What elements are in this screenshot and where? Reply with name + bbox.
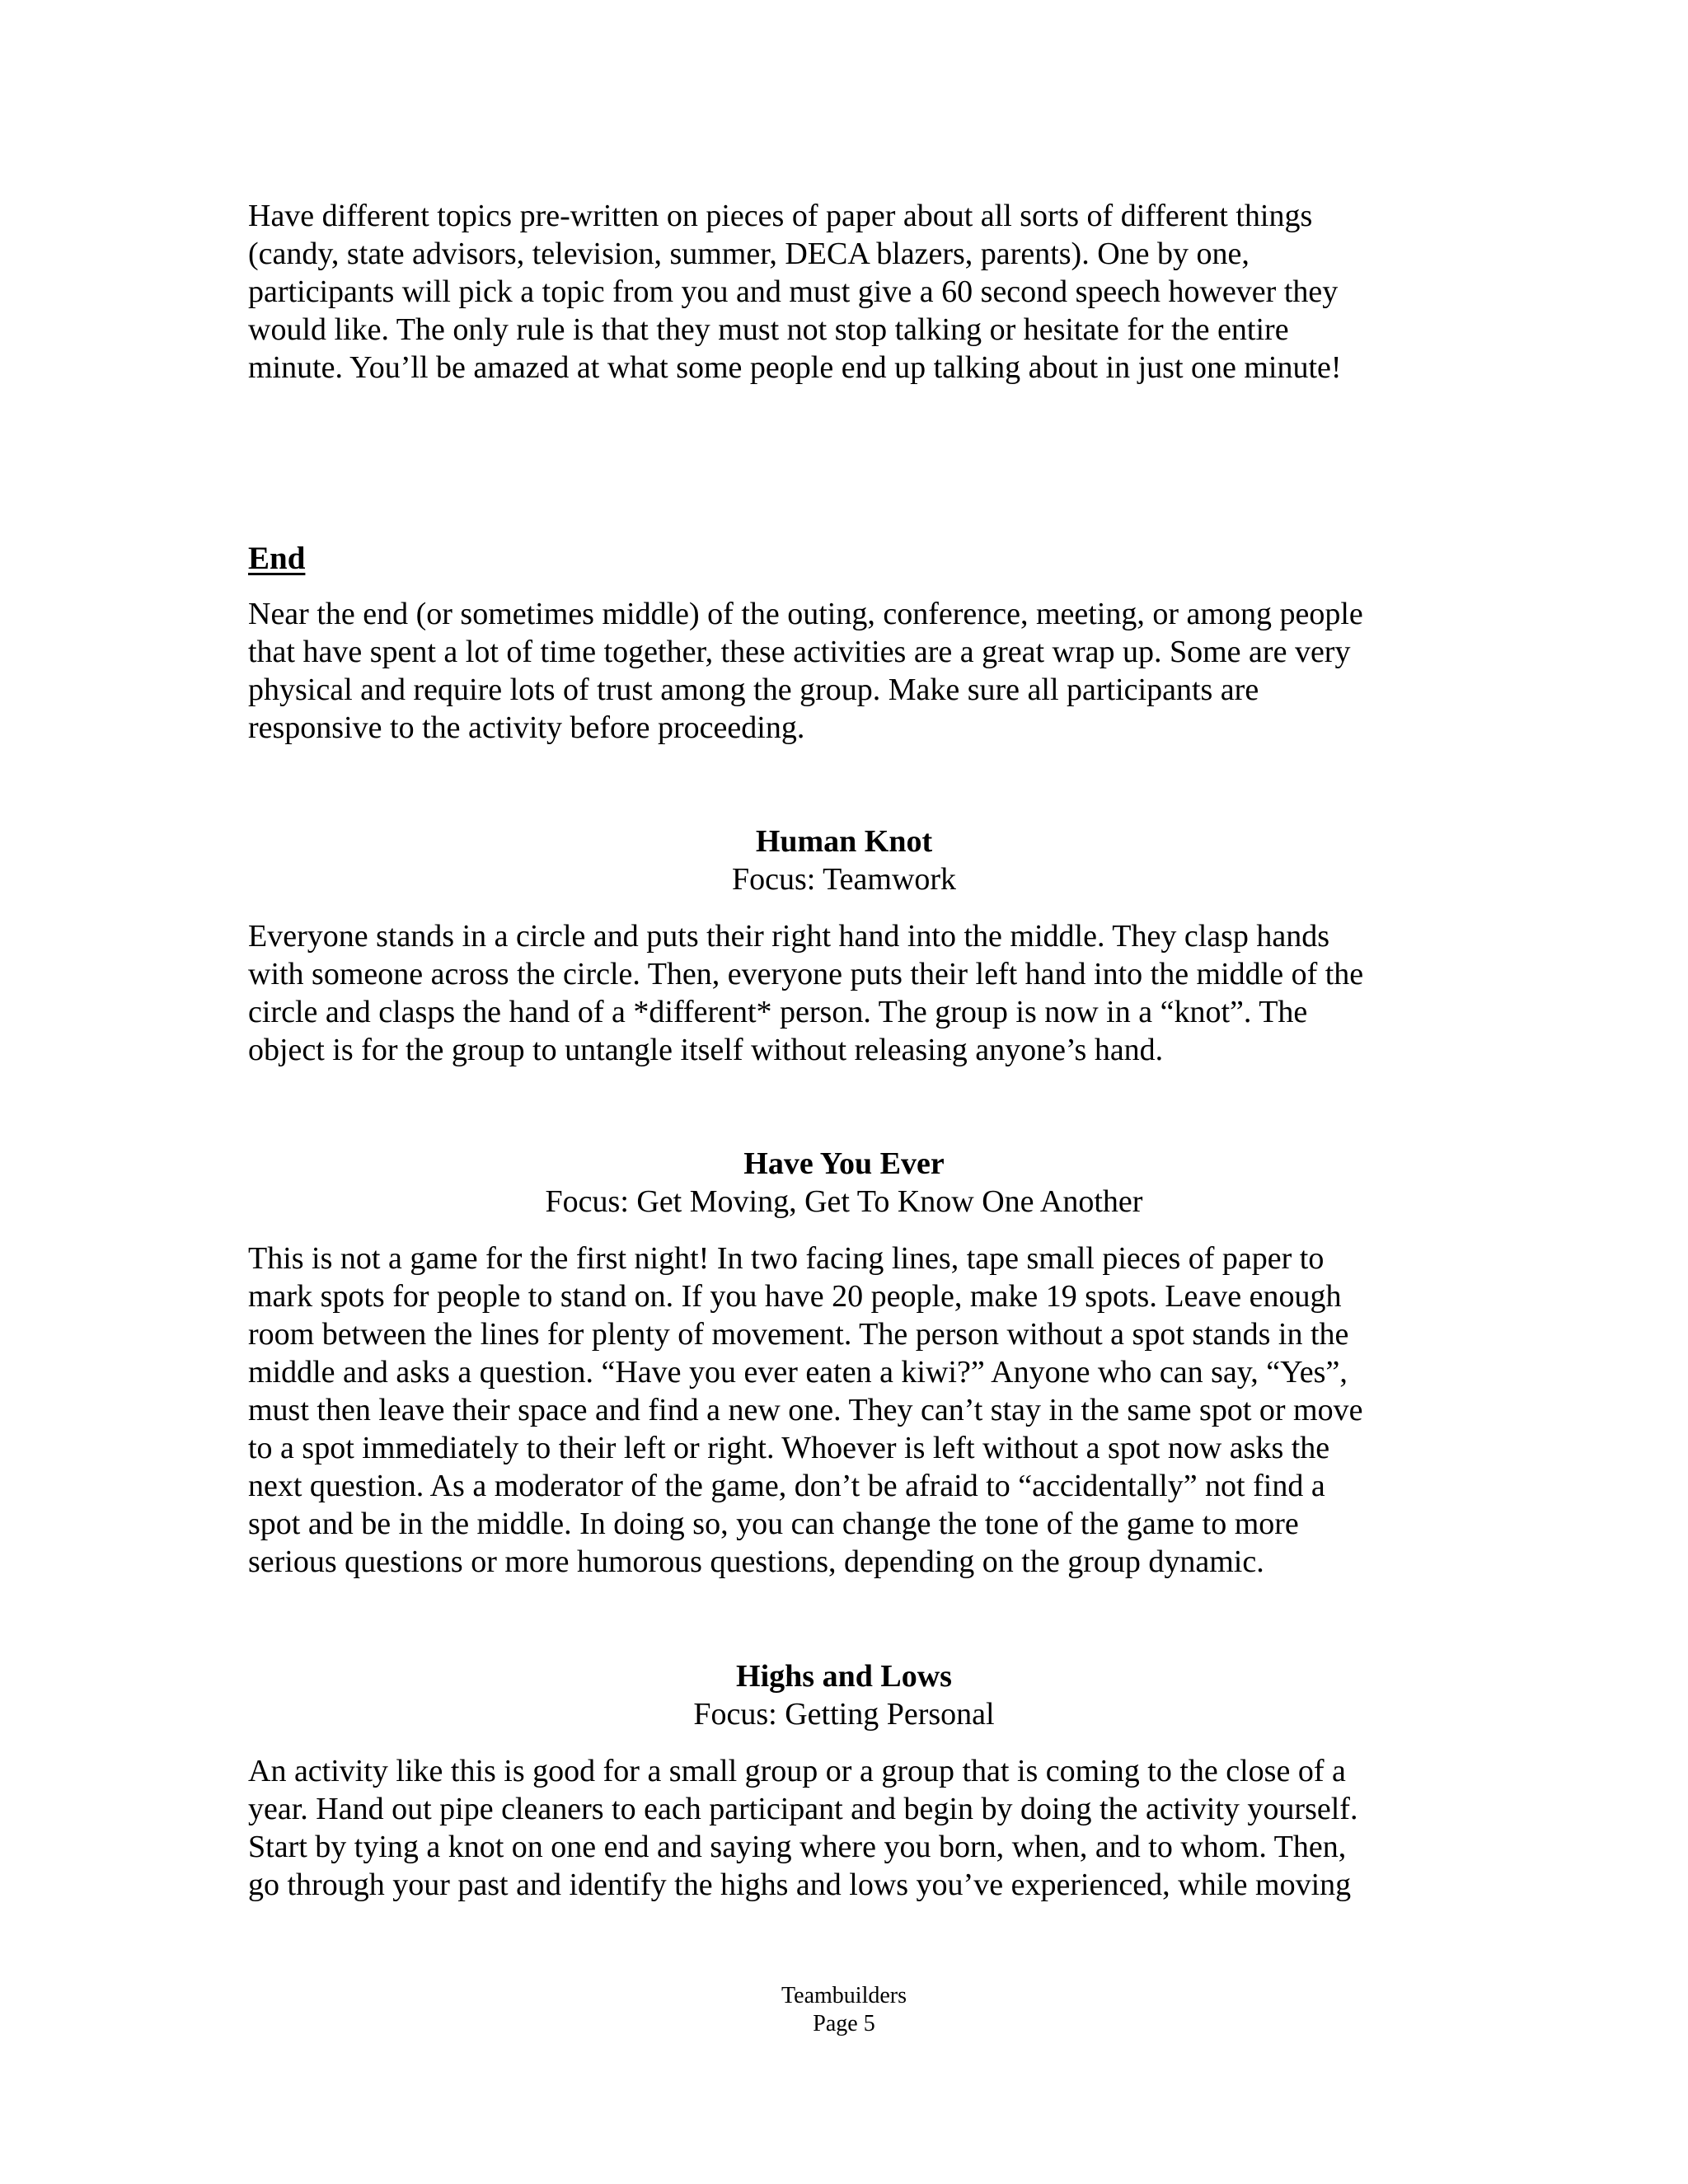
section-heading-end: End: [248, 541, 306, 576]
paragraph-line: serious questions or more humorous questions, depending on the group dynamic.: [248, 1544, 1264, 1579]
paragraph-line: participants will pick a topic from you and must give a 60 second speech however they: [248, 274, 1339, 309]
paragraph-line: (candy, state advisors, television, summer, DECA blazers, parents). One by one,: [248, 237, 1250, 271]
paragraph-line: Everyone stands in a circle and puts their right hand into the middle. They clasp hands: [248, 919, 1330, 954]
paragraph-line: circle and clasps the hand of a *different* person. The group is now in a “knot”. The: [248, 995, 1308, 1029]
paragraph-line: must then leave their space and find a new one. They can’t stay in the same spot or move: [248, 1393, 1363, 1427]
paragraph-line: room between the lines for plenty of movement. The person without a spot stands in the: [248, 1317, 1349, 1352]
paragraph-line: An activity like this is good for a small group or a group that is coming to the close of a: [248, 1754, 1346, 1788]
activity-focus: Focus: Teamwork: [731, 862, 957, 897]
activity-title: Human Knot: [755, 824, 933, 859]
footer-document-title: Teambuilders: [781, 1983, 907, 2008]
paragraph-line: object is for the group to untangle itself without releasing anyone’s hand.: [248, 1033, 1164, 1067]
paragraph-line: physical and require lots of trust among the group. Make sure all participants are: [248, 673, 1259, 707]
paragraph-line: spot and be in the middle. In doing so, you can change the tone of the game to more: [248, 1507, 1299, 1541]
paragraph-line: This is not a game for the first night! In two facing lines, tape small pieces of paper to: [248, 1241, 1325, 1276]
intro-paragraph: [248, 197, 1451, 387]
paragraph-line: go through your past and identify the highs and lows you’ve experienced, while moving: [248, 1868, 1352, 1902]
activity-description: [248, 917, 1451, 1069]
activity-title: Have You Ever: [743, 1146, 945, 1181]
paragraph-line: Have different topics pre-written on pieces of paper about all sorts of different things: [248, 199, 1313, 233]
paragraph-line: minute. You’ll be amazed at what some people end up talking about in just one minute!: [248, 350, 1342, 385]
paragraph-line: next question. As a moderator of the game, don’t be afraid to “accidentally” not find a: [248, 1469, 1325, 1503]
paragraph-line: responsive to the activity before proceeding.: [248, 710, 805, 745]
paragraph-line: that have spent a lot of time together, these activities are a great wrap up. Some are very: [248, 635, 1351, 669]
paragraph-line: mark spots for people to stand on. If you have 20 people, make 19 spots. Leave enough: [248, 1279, 1342, 1314]
paragraph-line: to a spot immediately to their left or right. Whoever is left without a spot now asks the: [248, 1431, 1330, 1465]
end-section-paragraph: [248, 595, 1451, 747]
paragraph-line: year. Hand out pipe cleaners to each participant and begin by doing the activity yourself.: [248, 1792, 1358, 1826]
paragraph-line: with someone across the circle. Then, everyone puts their left hand into the middle of the: [248, 957, 1364, 991]
activity-focus: Focus: Get Moving, Get To Know One Another: [545, 1184, 1143, 1219]
paragraph-line: Start by tying a knot on one end and saying where you born, when, and to whom. Then,: [248, 1830, 1347, 1864]
paragraph-line: Near the end (or sometimes middle) of the outing, conference, meeting, or among people: [248, 597, 1363, 631]
activity-focus: Focus: Getting Personal: [693, 1697, 995, 1732]
paragraph-line: would like. The only rule is that they must not stop talking or hesitate for the entire: [248, 312, 1289, 347]
footer-page-number: Page 5: [813, 2011, 875, 2036]
paragraph-line: middle and asks a question. “Have you ever eaten a kiwi?” Anyone who can say, “Yes”,: [248, 1355, 1348, 1390]
activity-title: Highs and Lows: [736, 1659, 952, 1694]
activity-description: [248, 1240, 1451, 1581]
activity-description: [248, 1752, 1451, 1904]
